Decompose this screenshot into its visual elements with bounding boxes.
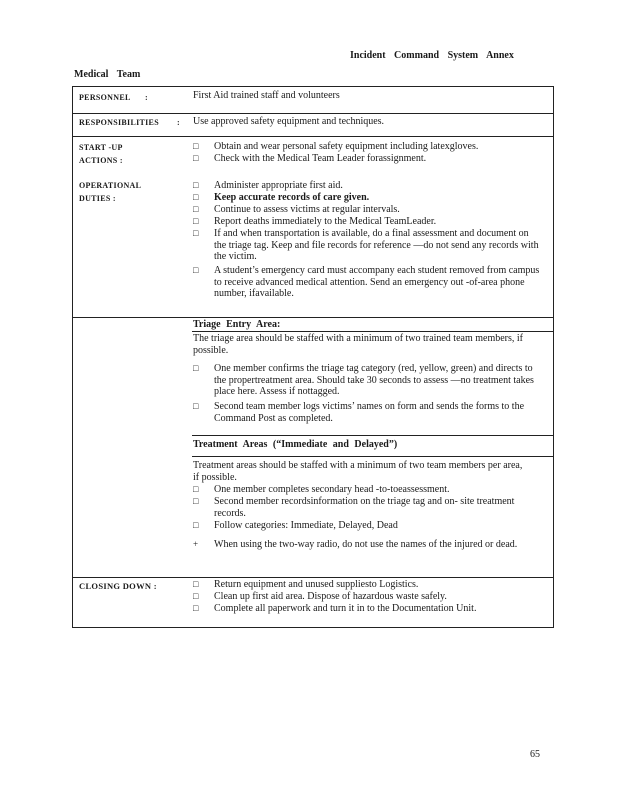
treatment-heading: Treatment Areas (“Immediate and Delayed”) [193, 439, 398, 450]
list-item: □ Second team member logs victims’ names on form and sends the forms to the Command Post as completed. [193, 401, 525, 424]
list-item: □ One member confirms the triage tag category (red, yellow, green) and directs to the propertreatment area. Should take 30 seconds to assess —no treatment takes place here. Assess if nottagged. [193, 363, 534, 397]
divider [73, 136, 553, 137]
triage-heading: Triage Entry Area: [193, 319, 281, 330]
list-item: □ Report deaths immediately to the Medical TeamLeader. [193, 216, 437, 227]
divider [192, 331, 553, 332]
list-item: □ Administer appropriate first aid. [193, 180, 343, 191]
closing-label: CLOSING DOWN : [79, 581, 157, 591]
list-item: □ Obtain and wear personal safety equipment including latexgloves. [193, 141, 479, 152]
personnel-text: First Aid trained staff and volunteers [193, 90, 340, 101]
triage-intro: The triage area should be staffed with a minimum of two trained team members, if possible. [193, 333, 523, 356]
responsibilities-label: RESPONSIBILITIES [79, 118, 159, 127]
list-item: □ Clean up first aid area. Dispose of hazardous waste safely. [193, 591, 447, 602]
startup-label-2: ACTIONS : [79, 156, 123, 165]
list-item: □ If and when transportation is available, do a final assessment and document on the triage tag. Keep and file records for reference —do not send any records with the victim. [193, 228, 539, 262]
list-item: □ Complete all paperwork and turn it in to the Documentation Unit. [193, 603, 477, 614]
operational-label: OPERATIONAL [79, 181, 142, 190]
list-item: □ Follow categories: Immediate, Delayed, Dead [193, 520, 398, 531]
list-item: □ One member completes secondary head -to-toeassessment. [193, 484, 450, 495]
list-item: □ Continue to assess victims at regular intervals. [193, 204, 400, 215]
section-title: Medical Team [74, 69, 141, 80]
divider [73, 317, 553, 318]
list-item: □ Second member recordsinformation on the triage tag and on- site treatment records. [193, 496, 515, 519]
divider [192, 456, 553, 457]
treatment-intro: Treatment areas should be staffed with a minimum of two team members per area, if possible. [193, 460, 523, 483]
responsibilities-colon: : [177, 118, 180, 127]
divider [192, 435, 553, 436]
responsibilities-text: Use approved safety equipment and techniques. [193, 116, 385, 127]
divider [73, 577, 553, 578]
list-item: □ Return equipment and unused suppliesto Logistics. [193, 579, 419, 590]
startup-label: START -UP [79, 143, 123, 152]
operational-label-2: DUTIES : [79, 194, 116, 203]
personnel-label: PERSONNEL [79, 93, 131, 102]
divider [73, 113, 553, 114]
list-item: □ Check with the Medical Team Leader forassignment. [193, 153, 427, 164]
page-number: 65 [530, 749, 540, 760]
duties-table [72, 86, 554, 628]
list-item: □ Keep accurate records of care given. [193, 192, 370, 203]
personnel-colon: : [145, 93, 148, 102]
list-item: + When using the two-way radio, do not use the names of the injured or dead. [193, 539, 518, 550]
list-item: □ A student’s emergency card must accompany each student removed from campus to receive advanced medical attention. Send an emergency out -of-area phone number, ifavailable. [193, 265, 540, 299]
header-title: Incident Command System Annex [350, 50, 514, 61]
